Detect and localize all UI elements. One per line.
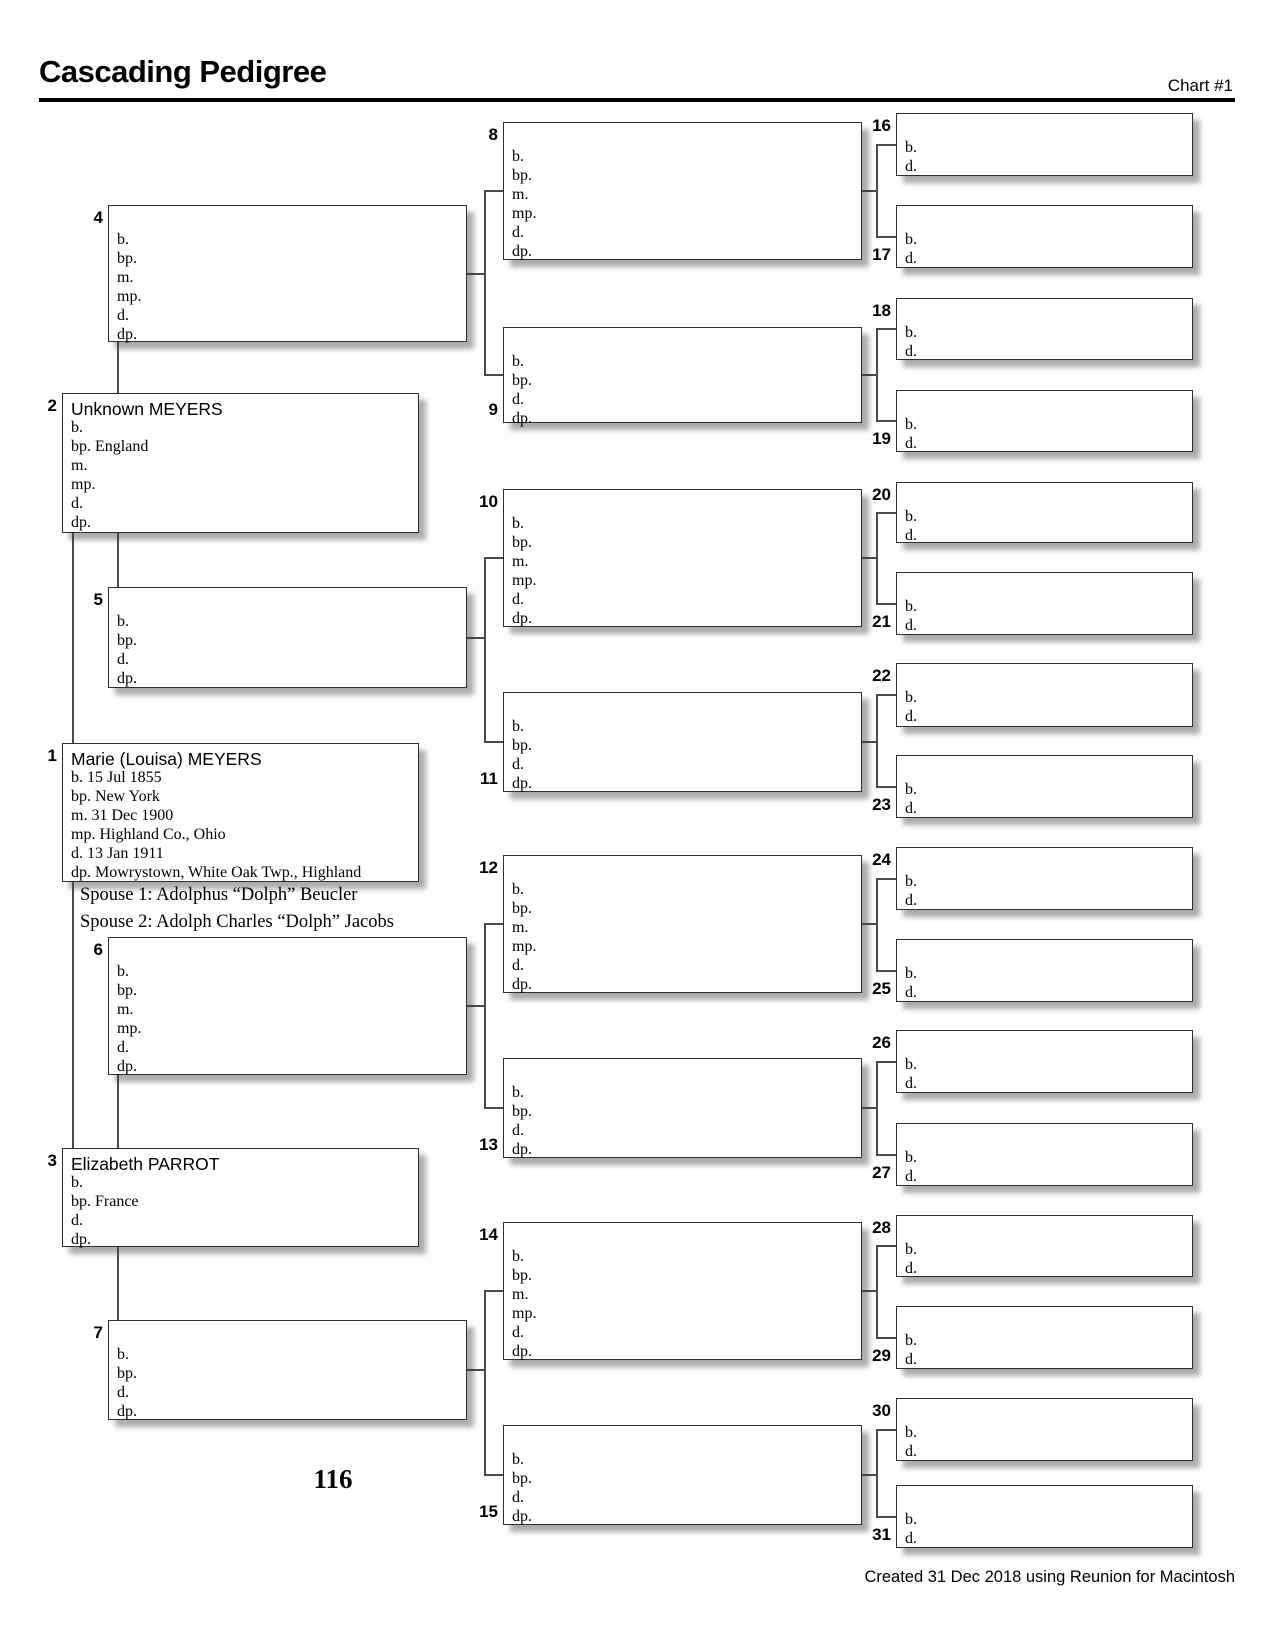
field-b: b. (905, 1511, 917, 1528)
field-b: b. (905, 689, 917, 706)
field-d: d. (905, 250, 917, 267)
person-number-21: 21 (872, 612, 891, 631)
connector-line (876, 878, 878, 972)
person-box-7 (108, 1320, 467, 1420)
person-fields (905, 780, 1190, 818)
person-fields (905, 1240, 1190, 1278)
field-d: d. (512, 1489, 524, 1506)
field-b: b. (905, 781, 917, 798)
connector-line (862, 557, 877, 559)
connector-line (72, 882, 74, 1149)
person-fields (512, 880, 859, 994)
field-m: m. (512, 186, 529, 203)
person-fields (117, 612, 464, 688)
connector-line (862, 190, 877, 192)
field-d: d. (905, 617, 917, 634)
field-bp: bp. New York (71, 788, 160, 805)
connector-line (876, 328, 878, 422)
person-box-28 (896, 1215, 1193, 1277)
field-bp: bp. (117, 1365, 137, 1382)
field-d: d. (905, 1530, 917, 1547)
field-mp: mp. (117, 1020, 142, 1037)
field-m: m. (512, 553, 529, 570)
connector-line (117, 342, 119, 394)
person-box-31 (896, 1485, 1193, 1548)
field-d: d. (512, 1324, 524, 1341)
person-number-3: 3 (47, 1151, 57, 1170)
connector-line (485, 923, 503, 925)
field-mp: mp. (71, 476, 96, 493)
connector-line (467, 1005, 485, 1007)
field-dp: dp. (512, 1141, 532, 1158)
person-number-10: 10 (479, 492, 498, 511)
field-d: d. (512, 957, 524, 974)
field-b: b. (905, 965, 917, 982)
person-box-23 (896, 755, 1193, 818)
connector-line (876, 694, 878, 788)
field-d: d. (512, 391, 524, 408)
person-box-9 (503, 327, 862, 427)
person-fields (905, 230, 1190, 268)
person-number-26: 26 (872, 1033, 891, 1052)
connector-line (467, 637, 485, 639)
field-b: b. (512, 1451, 524, 1468)
connector-line (485, 741, 503, 743)
person-box-12 (503, 855, 862, 993)
connector-line (877, 1154, 896, 1156)
person-box-16 (896, 113, 1193, 176)
person-fields (71, 418, 416, 532)
person-box-4 (108, 205, 467, 342)
person-fields (512, 1083, 859, 1159)
field-b: b. (905, 1056, 917, 1073)
field-d: d. (905, 800, 917, 817)
person-fields (117, 230, 464, 344)
person-fields (117, 1345, 464, 1421)
person-number-9: 9 (488, 400, 498, 419)
field-b: b. (512, 881, 524, 898)
field-d: d. (905, 343, 917, 360)
person-name: Unknown MEYERS (71, 399, 223, 419)
field-m: m. (117, 269, 134, 286)
connector-line (485, 557, 503, 559)
field-bp: bp. (512, 737, 532, 754)
connector-line (117, 1247, 119, 1321)
field-dp: dp. Mowrystown, White Oak Twp., Highland (71, 864, 362, 881)
field-bp: bp. (512, 1470, 532, 1487)
connector-line (117, 533, 119, 588)
person-box-22 (896, 663, 1193, 727)
field-bp: bp. (512, 1103, 532, 1120)
person-box-11 (503, 692, 862, 792)
field-bp: bp. (512, 900, 532, 917)
person-fields (905, 1055, 1190, 1093)
field-dp: dp. (117, 670, 137, 687)
person-number-11: 11 (480, 769, 498, 788)
field-b: b. (905, 598, 917, 615)
person-number-1: 1 (47, 746, 57, 765)
connector-line (862, 1290, 877, 1292)
field-dp: dp. (71, 1231, 91, 1248)
field-dp: dp. (71, 514, 91, 531)
person-box-24 (896, 847, 1193, 910)
field-dp: dp. (512, 775, 532, 792)
person-fields (905, 507, 1190, 545)
field-d: d. (905, 1443, 917, 1460)
person-fields (905, 323, 1190, 361)
person-number-16: 16 (872, 116, 891, 135)
field-d: d. (905, 708, 917, 725)
person-box-1 (62, 743, 419, 882)
person-fields (512, 514, 859, 628)
person-box-19 (896, 390, 1193, 452)
person-box-5 (108, 587, 467, 688)
field-b: b. (512, 148, 524, 165)
connector-line (117, 1075, 119, 1149)
person-fields (905, 1148, 1190, 1186)
person-box-29 (896, 1306, 1193, 1369)
person-box-30 (896, 1398, 1193, 1461)
person-fields (71, 768, 416, 882)
field-b: b. (905, 508, 917, 525)
connector-line (485, 1107, 503, 1109)
footer-credit: Created 31 Dec 2018 using Reunion for Macintosh (864, 1568, 1235, 1586)
field-mp: mp. (117, 288, 142, 305)
person-name: Elizabeth PARROT (71, 1154, 220, 1174)
field-dp: dp. (512, 1343, 532, 1360)
field-b: b. (512, 1248, 524, 1265)
field-dp: dp. (117, 1403, 137, 1420)
field-d: d. (117, 651, 129, 668)
connector-line (877, 1429, 896, 1431)
field-d: d. (905, 892, 917, 909)
connector-line (484, 1290, 486, 1476)
person-number-31: 31 (872, 1525, 891, 1544)
connector-line (484, 923, 486, 1109)
field-b: b. (512, 1084, 524, 1101)
person-number-25: 25 (872, 979, 891, 998)
person-number-14: 14 (479, 1225, 498, 1244)
connector-line (862, 1474, 877, 1476)
person-number-17: 17 (872, 245, 891, 264)
person-number-20: 20 (872, 485, 891, 504)
connector-line (877, 144, 896, 146)
connector-line (484, 190, 486, 376)
connector-line (877, 603, 896, 605)
person-fields (905, 597, 1190, 635)
spouse-line-2: Spouse 2: Adolph Charles “Dolph” Jacobs (80, 911, 394, 932)
person-number-7: 7 (93, 1323, 103, 1342)
field-b: b. (905, 1149, 917, 1166)
field-bp: bp. (512, 167, 532, 184)
person-fields (905, 964, 1190, 1002)
connector-line (862, 741, 877, 743)
field-b: b. 15 Jul 1855 (71, 769, 162, 786)
field-b: b. (71, 1174, 83, 1191)
person-fields (905, 1510, 1190, 1548)
field-b: b. (905, 873, 917, 890)
person-box-13 (503, 1058, 862, 1158)
person-number-29: 29 (872, 1346, 891, 1365)
field-b: b. (117, 963, 129, 980)
person-fields (905, 1331, 1190, 1369)
spouse-line-1: Spouse 1: Adolphus “Dolph” Beucler (80, 885, 358, 905)
connector-line (485, 1290, 503, 1292)
connector-line (862, 374, 877, 376)
field-m: m. (512, 1286, 529, 1303)
connector-line (877, 786, 896, 788)
field-d: d. (512, 1122, 524, 1139)
field-bp: bp. England (71, 438, 149, 455)
connector-line (877, 1245, 896, 1247)
field-m: m. 31 Dec 1900 (71, 807, 174, 824)
person-number-8: 8 (488, 125, 498, 144)
connector-line (877, 694, 896, 696)
field-b: b. (71, 419, 83, 436)
field-dp: dp. (512, 410, 532, 427)
person-box-10 (503, 489, 862, 627)
chart-number-label: Chart #1 (1167, 76, 1233, 95)
person-box-17 (896, 205, 1193, 268)
person-box-14 (503, 1222, 862, 1360)
field-dp: dp. (512, 1508, 532, 1525)
field-dp: dp. (117, 326, 137, 343)
field-d: d. (905, 1260, 917, 1277)
person-number-22: 22 (872, 666, 891, 685)
person-number-4: 4 (93, 208, 103, 227)
person-box-8 (503, 122, 862, 260)
field-b: b. (905, 1241, 917, 1258)
field-b: b. (117, 1346, 129, 1363)
person-number-23: 23 (872, 795, 891, 814)
field-d: d. (117, 307, 129, 324)
person-fields (512, 1450, 859, 1526)
field-mp: mp. (512, 205, 537, 222)
connector-line (877, 878, 896, 880)
connector-line (877, 420, 896, 422)
field-d: d. (117, 1039, 129, 1056)
field-bp: bp. (512, 534, 532, 551)
page-number: 116 (313, 1464, 353, 1494)
connector-line (484, 557, 486, 743)
field-mp: mp. (512, 1305, 537, 1322)
field-m: m. (117, 1001, 134, 1018)
connector-line (485, 374, 503, 376)
field-d: d. (905, 435, 917, 452)
person-box-27 (896, 1123, 1193, 1186)
field-mp: mp. Highland Co., Ohio (71, 826, 226, 843)
field-dp: dp. (512, 243, 532, 260)
person-fields (905, 415, 1190, 453)
person-number-27: 27 (872, 1163, 891, 1182)
field-d: d. (512, 224, 524, 241)
person-box-20 (896, 482, 1193, 543)
person-fields (905, 872, 1190, 910)
field-b: b. (905, 324, 917, 341)
field-b: b. (905, 139, 917, 156)
field-bp: bp. (117, 250, 137, 267)
person-box-25 (896, 939, 1193, 1002)
field-b: b. (905, 231, 917, 248)
person-fields (512, 717, 859, 793)
person-number-30: 30 (872, 1401, 891, 1420)
field-mp: mp. (512, 938, 537, 955)
field-bp: bp. (117, 632, 137, 649)
person-name: Marie (Louisa) MEYERS (71, 749, 262, 769)
connector-line (467, 1369, 485, 1371)
field-b: b. (905, 416, 917, 433)
field-d: d. (905, 984, 917, 1001)
field-b: b. (512, 718, 524, 735)
connector-line (877, 1516, 896, 1518)
field-bp: bp. (512, 1267, 532, 1284)
person-fields (905, 138, 1190, 176)
field-b: b. (512, 515, 524, 532)
field-d: d. (905, 1168, 917, 1185)
field-d: d. (905, 527, 917, 544)
connector-line (862, 923, 877, 925)
field-d: d. 13 Jan 1911 (71, 845, 164, 862)
connector-line (485, 1474, 503, 1476)
person-number-2: 2 (47, 396, 57, 415)
field-m: m. (512, 919, 529, 936)
person-number-5: 5 (93, 590, 103, 609)
person-fields (905, 688, 1190, 726)
connector-line (877, 236, 896, 238)
connector-line (876, 1245, 878, 1339)
person-number-6: 6 (93, 940, 103, 959)
field-b: b. (905, 1424, 917, 1441)
field-dp: dp. (512, 976, 532, 993)
connector-line (877, 970, 896, 972)
page-title: Cascading Pedigree (39, 54, 327, 89)
field-m: m. (71, 457, 88, 474)
connector-line (862, 1107, 877, 1109)
person-number-28: 28 (872, 1218, 891, 1237)
connector-line (877, 1337, 896, 1339)
person-fields (512, 1247, 859, 1361)
person-number-18: 18 (872, 301, 891, 320)
person-fields (71, 1173, 416, 1249)
person-box-18 (896, 298, 1193, 360)
connector-line (485, 190, 503, 192)
field-dp: dp. (512, 610, 532, 627)
field-d: d. (905, 158, 917, 175)
field-mp: mp. (512, 572, 537, 589)
field-b: b. (512, 353, 524, 370)
person-number-19: 19 (872, 429, 891, 448)
field-d: d. (117, 1384, 129, 1401)
field-d: d. (905, 1075, 917, 1092)
field-bp: bp. (117, 982, 137, 999)
field-d: d. (71, 495, 83, 512)
person-box-15 (503, 1425, 862, 1525)
person-box-3 (62, 1148, 419, 1247)
person-box-21 (896, 572, 1193, 635)
field-b: b. (117, 613, 129, 630)
field-dp: dp. (117, 1058, 137, 1075)
person-number-13: 13 (479, 1135, 498, 1154)
field-d: d. (512, 591, 524, 608)
field-d: d. (905, 1351, 917, 1368)
person-box-6 (108, 937, 467, 1075)
person-box-26 (896, 1030, 1193, 1093)
person-fields (512, 352, 859, 428)
field-b: b. (905, 1332, 917, 1349)
connector-line (876, 512, 878, 605)
field-b: b. (117, 231, 129, 248)
person-fields (512, 147, 859, 261)
person-number-15: 15 (479, 1502, 498, 1521)
person-number-12: 12 (479, 858, 498, 877)
field-d: d. (512, 756, 524, 773)
connector-line (876, 1429, 878, 1518)
person-box-2 (62, 393, 419, 533)
connector-line (876, 144, 878, 238)
connector-line (876, 1061, 878, 1156)
connector-line (877, 512, 896, 514)
connector-line (72, 533, 74, 744)
field-d: d. (71, 1212, 83, 1229)
connector-line (467, 273, 485, 275)
field-bp: bp. (512, 372, 532, 389)
person-fields (905, 1423, 1190, 1461)
connector-line (877, 328, 896, 330)
field-bp: bp. France (71, 1193, 139, 1210)
person-number-24: 24 (872, 850, 891, 869)
spouse-list (80, 882, 394, 935)
person-fields (117, 962, 464, 1076)
connector-line (877, 1061, 896, 1063)
